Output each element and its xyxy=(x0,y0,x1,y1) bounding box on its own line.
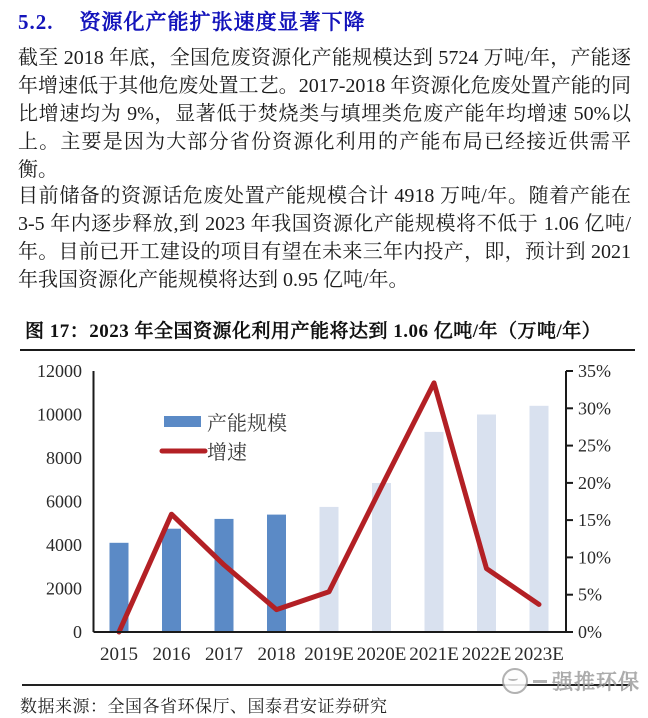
section-number: 5.2. xyxy=(18,10,54,34)
bar-2016 xyxy=(162,529,181,632)
left-axis-tick-label: 2000 xyxy=(46,578,82,599)
legend-growth-label: 增速 xyxy=(207,442,247,464)
right-axis-tick-label: 35% xyxy=(578,361,611,381)
data-source-note: 数据来源：全国各省环保厅、国泰君安证券研究 xyxy=(20,697,388,716)
watermark-dash-icon xyxy=(533,680,547,683)
right-axis-tick-label: 20% xyxy=(578,472,611,493)
left-axis-tick-label: 6000 xyxy=(46,491,82,512)
left-axis-tick-label: 0 xyxy=(73,622,82,642)
x-axis-label-2022E: 2022E xyxy=(461,644,512,665)
watermark-text: 强推环保 xyxy=(552,670,640,694)
right-axis-tick-label: 5% xyxy=(578,584,602,605)
legend-bar-swatch xyxy=(164,416,201,427)
right-axis-tick-label: 10% xyxy=(578,547,611,568)
capacity-growth-chart xyxy=(0,352,648,682)
bar-2019E xyxy=(320,507,339,632)
bar-2018 xyxy=(267,515,286,632)
right-axis-tick-label: 25% xyxy=(578,435,611,456)
paragraph-capacity-forecast: 目前储备的资源话危废处置产能规模合计 4918 万吨/年。随着产能在 3-5 年内逐步释放,到 2023 年我国资源化产能规模将不低于 1.06 亿吨/年。目前已开工建设的项目有望在未来三年内投产，即，预计到 2021 年我国资源化产能规模将达到 0.95 亿吨/年。 xyxy=(18,185,631,291)
right-axis-tick-label: 15% xyxy=(578,510,611,531)
left-axis-tick-label: 8000 xyxy=(46,448,82,468)
section-heading xyxy=(18,6,633,36)
left-axis-tick-label: 10000 xyxy=(37,404,82,425)
x-axis-label-2023E: 2023E xyxy=(514,644,564,665)
bar-2021E xyxy=(425,432,444,632)
section-title: 资源化产能扩张速度显著下降 xyxy=(79,10,366,34)
x-axis-label-2016: 2016 xyxy=(152,644,191,665)
x-axis-label-2021E: 2021E xyxy=(409,644,459,665)
right-axis-tick-label: 30% xyxy=(578,398,611,419)
bar-2017 xyxy=(215,519,234,632)
x-axis-label-2017: 2017 xyxy=(205,644,243,665)
x-axis-label-2020E: 2020E xyxy=(356,644,407,665)
x-axis-label-2019E: 2019E xyxy=(304,644,354,665)
x-axis-label-2018: 2018 xyxy=(257,644,296,665)
left-axis-tick-label: 12000 xyxy=(37,361,82,381)
watermark-circle-icon xyxy=(502,668,528,694)
legend-capacity-label: 产能规模 xyxy=(207,413,287,435)
paragraph-capacity-status: 截至 2018 年底，全国危废资源化产能规模达到 5724 万吨/年，产能逐年增速低于其他危废处置工艺。2017-2018 年资源化危废处置产能的同比增速均为 9%，显著低于焚烧类与填埋类危废产能年均增速 50%以上。主要是因为大部分省份资源化利用的产能布局已经接近供需平衡。 xyxy=(18,47,631,181)
left-axis-tick-label: 4000 xyxy=(46,535,82,555)
bar-2022E xyxy=(477,415,496,633)
x-axis-label-2015: 2015 xyxy=(100,644,138,665)
right-axis-tick-label: 0% xyxy=(578,622,602,642)
figure-caption: 图 17：2023 年全国资源化利用产能将达到 1.06 亿吨/年（万吨/年） xyxy=(20,314,635,351)
